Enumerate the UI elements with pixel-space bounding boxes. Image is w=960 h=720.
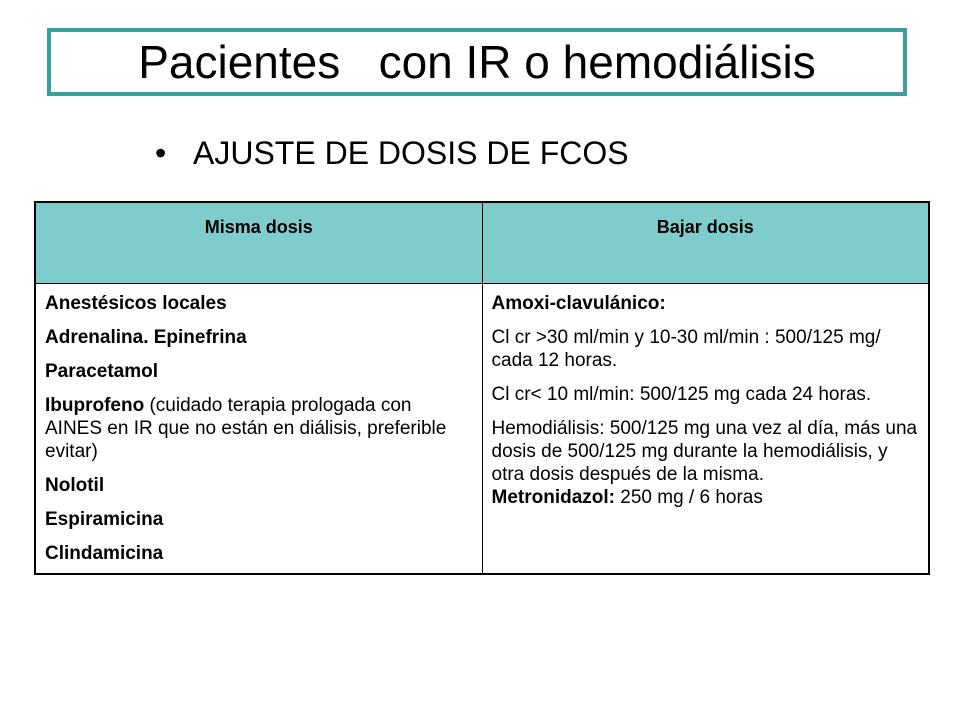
drug-ibuprofeno-name: Ibuprofeno	[45, 394, 145, 416]
drug-metronidazol-name: Metronidazol:	[491, 486, 615, 508]
drug-metronidazol	[492, 486, 920, 509]
drug-nolotil: Nolotil	[45, 474, 105, 496]
drug-espiramicina: Espiramicina	[45, 508, 164, 530]
drug-metronidazol-dose: 250 mg / 6 horas	[615, 486, 763, 508]
amoxi-clcr-30: Cl cr >30 ml/min y 10-30 ml/min : 500/125 mg/ cada 12 horas.	[491, 326, 881, 371]
drug-adrenalina: Adrenalina. Epinefrina	[45, 326, 247, 348]
drug-ibuprofeno-note: (cuidado terapia prologada con AINES en IR que no están en diálisis, preferible evitar)	[45, 394, 447, 462]
bajar-dosis-cell	[482, 283, 929, 574]
subtitle-text: AJUSTE DE DOSIS DE FCOS	[193, 135, 629, 171]
drug-paracetamol: Paracetamol	[45, 360, 159, 382]
drug-ibuprofeno	[45, 394, 473, 463]
header-misma-dosis: Misma dosis	[35, 202, 482, 283]
table-header-row	[35, 202, 929, 283]
header-bajar-dosis: Bajar dosis	[482, 202, 929, 283]
slide-title: Pacientes con IR o hemodiálisis	[138, 36, 816, 88]
amoxi-clcr-10: Cl cr< 10 ml/min: 500/125 mg cada 24 horas.	[491, 383, 872, 405]
drug-clindamicina: Clindamicina	[45, 542, 164, 564]
dosing-table	[34, 201, 930, 575]
drug-anestesicos: Anestésicos locales	[45, 292, 227, 314]
subtitle-bullet-item	[155, 133, 629, 173]
slide-title-box	[47, 28, 907, 96]
amoxi-hemodialisis: Hemodiálisis: 500/125 mg una vez al día, más una dosis de 500/125 mg durante la hemodiálisis, y otra dosis después de la misma.	[491, 417, 918, 485]
table-row	[35, 283, 929, 574]
drug-amoxi: Amoxi-clavulánico:	[491, 292, 666, 314]
bullet-icon: •	[155, 135, 167, 171]
misma-dosis-cell	[35, 283, 482, 574]
